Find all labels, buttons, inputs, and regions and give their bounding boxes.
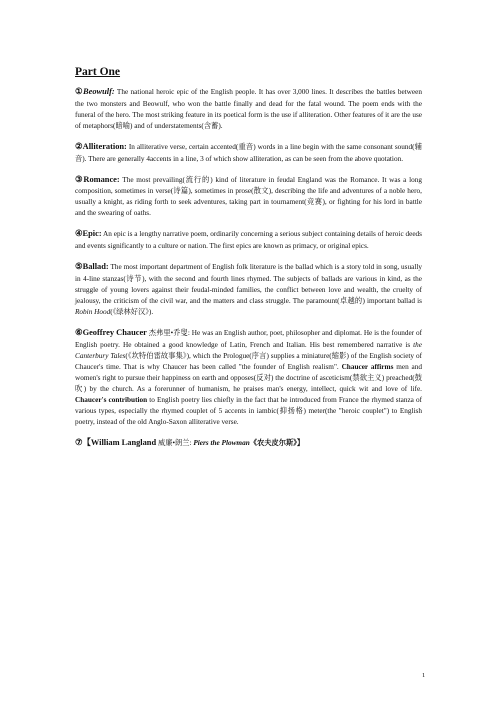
entry-number: ⑥: [75, 328, 83, 338]
definition-epic: An epic is a lengthy narrative poem, ordinarily concerning a serious subject containing details of heroic deeds and events significantly to a culture or nation. The first epics are known as primacy, or original epics.: [75, 230, 422, 251]
term-langland-cn: 威廉•朗兰:: [156, 438, 194, 447]
term-epic: Epic:: [82, 229, 102, 239]
chaucer-work-desc: (《坎特伯雷故事集》), which the Prologue(序言) supplies a miniature(缩影) of the English society of Chaucer's time. That is why Chaucer has been called "the founder of English realism".: [75, 351, 422, 371]
term-beowulf: Beowulf:: [83, 87, 115, 96]
entry-number: ⑤: [75, 262, 83, 272]
term-chaucer: Geoffrey Chaucer: [82, 328, 147, 338]
chaucer-affirms: Chaucer affirms: [341, 362, 394, 371]
page-title: Part One: [75, 66, 121, 78]
definition-romance: The most prevailing(流行的) kind of literature in feudal England was the Romance. It was a long composition, sometimes in verse(诗篇), sometimes in prose(散文), describing the life and adventures of a noble hero, usually a knight, as riding forth to seek adventures, taking part in tournament(竞赛), or fighting for his lord in battle and the swearing of oaths.: [75, 175, 422, 218]
definition-chaucer: He was an English author, poet, philosopher and diplomat. He is the founder of English poetry. He obtained a good knowledge of Latin, French and Italian. His best remembered narrative is: [75, 329, 423, 349]
term-romance: Romance:: [83, 174, 120, 184]
langland-work-cn: 《农夫皮尔斯》】: [249, 438, 305, 447]
entry-number: ③: [75, 174, 84, 184]
document-page: [75, 66, 422, 459]
entry-ballad: [75, 261, 422, 318]
term-chaucer-cn: 杰弗里•乔叟:: [146, 329, 190, 338]
term-langland: 【William Langland: [82, 437, 157, 447]
entry-romance: [75, 174, 422, 220]
entry-epic: [75, 228, 422, 252]
definition-beowulf: The national heroic epic of the English people. It has over 3,000 lines. It describes the battles between the two monsters and Beowulf, who won the battle finally and dead for the fatal wound. The poem ends with the funeral of the hero. The most striking feature in its poetical form is the use if alliteration. Other features of it are the use of metaphors(暗喻) and of understatements(含蓄).: [75, 88, 422, 130]
entry-beowulf: [75, 86, 422, 132]
page-number: 1: [422, 672, 426, 679]
term-ballad: Ballad:: [82, 262, 109, 272]
entry-number: ⑦: [75, 437, 83, 447]
chaucer-contribution-text: to English poetry lies chiefly in the fact that he introduced from France the rhymed stanza of various types, especially the rhymed couplet of 5 accents in iambic(抑扬格) meter(the "heroic couplet") to English poetry, instead of the old Anglo-Saxon alliterative verse.: [75, 395, 422, 426]
entry-number: ①: [75, 87, 84, 96]
definition-ballad: The most important department of English folk literature is the ballad which is a story told in song, usually in 4-line stanzas(诗节), with the second and fourth lines rhymed. The subjects of ballads are various in kind, as the struggle of young lovers against their feudal-minded families, the conflict between love and wealth, the cruelty of jealousy, the criticism of the civil war, and the matters and class struggle. The paramount(卓越的) important ballad is: [75, 263, 423, 305]
entry-alliteration: [75, 141, 422, 165]
ballad-example-cn: (《绿林好汉》).: [110, 308, 154, 316]
definition-alliteration: In alliterative verse, certain accented(重音) words in a line begin with the same consonant sound(辅音). There are generally 4accents in a line, 3 of which show alliteration, as can be seen from the above quotation.: [75, 142, 422, 163]
entry-chaucer: [75, 327, 422, 428]
entry-langland: [75, 437, 422, 450]
chaucer-contribution: Chaucer's contribution: [75, 395, 148, 404]
ballad-example: Robin Hood: [75, 308, 111, 316]
entry-number: ④: [75, 229, 83, 239]
chaucer-affirms-text: men and women's right to pursue their happiness on earth and opposes(反对) the doctrine of asceticism(禁欲主义) preached(鼓吹) by the church. As a forerunner of humanism, he praises man's energy, intellect, quick wit and love of life.: [75, 362, 423, 393]
chaucer-work: the Canterbury Tales: [75, 340, 422, 360]
term-alliteration: Alliteration:: [82, 141, 127, 151]
langland-work: Piers the Plowman: [193, 438, 250, 447]
entry-number: ②: [75, 141, 83, 151]
